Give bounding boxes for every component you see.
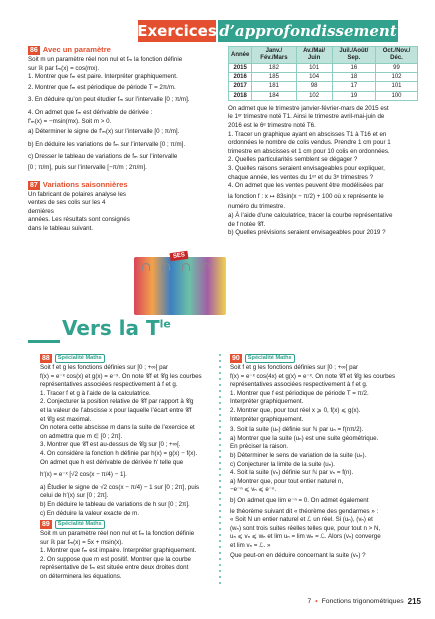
right-column <box>228 46 418 238</box>
text-line: de f notée 𝒞f. <box>228 220 266 228</box>
text-line: 3. Soit la suite (uₙ) définie sur ℕ par uₙ = f(nπ/2). <box>230 426 364 434</box>
text-line: Soit f et g les fonctions définies sur [0 ; +∞[ par <box>40 364 169 371</box>
table-row <box>229 73 418 82</box>
text-line: b) On admet que lim e⁻ⁿ = 0. On admet également <box>230 496 369 504</box>
text-line: −e⁻ⁿ ⩽ vₙ ⩽ e⁻ⁿ. <box>230 486 277 494</box>
text-line: celui de h′(x) sur [0 ; 2π]. <box>40 492 109 500</box>
text-line: a) Étudier le signe de √2 cos(x − π/4) − 1 sur [0 ; 2π], puis <box>40 483 200 491</box>
exercise-title: Variations saisonnières <box>42 179 128 189</box>
table-cell: 19 <box>332 91 375 100</box>
table-cell: 104 <box>296 73 332 82</box>
text-line: la fonction f : x ↦ 83sin(x − π/2) + 100 où x représente le <box>228 192 384 200</box>
text-line: « Soit N un entier naturel et ℒ un réel. Si (uₙ), (vₙ) et <box>230 516 373 524</box>
header-approfondissement: d’approfondissement <box>219 22 397 40</box>
text-line: 2016 est le 6ᵉ trimestre noté T6. <box>228 122 316 129</box>
bottom-left-column <box>40 354 212 582</box>
text-line: c) Dresser le tableau de variations de fₘ sur l’intervalle <box>28 153 178 161</box>
table-cell: 2016 <box>229 73 252 82</box>
text-line: chaque année, les ventes du 1ᵉʳ et du 3ᵉ trimestres ? <box>228 173 374 181</box>
table-row <box>229 64 418 73</box>
exercise-90-body <box>230 364 418 561</box>
table-cell: 98 <box>296 82 332 91</box>
page-footer <box>307 597 421 606</box>
table-cell: 184 <box>252 91 296 100</box>
table-row <box>229 82 418 91</box>
specialite-badge: Spécialité Maths <box>55 520 105 529</box>
section-title <box>62 316 171 340</box>
text-line: trimestre en abscisses et 1 cm pour 10 colis en ordonnées. <box>228 147 390 155</box>
section-title-sup: le <box>159 317 171 331</box>
exercise-90-header <box>230 354 418 363</box>
text-line: le théorème suivant dit « théorème des gendarmes » : <box>230 507 379 515</box>
exercise-number: 89 <box>42 521 50 529</box>
section-accent-line <box>28 340 60 343</box>
exercise-88-body <box>40 364 212 518</box>
table-cell: 102 <box>296 91 332 100</box>
exercise-number: 88 <box>42 355 50 362</box>
table-header-cell: Juil./Août/ Sep. <box>332 47 375 64</box>
text-line: b) En déduire les variations de fₘ sur l’intervalle [0 ; π/m]. <box>28 140 186 148</box>
text-line: représentatives associées respectivement à f et g. <box>40 381 178 389</box>
text-line: a) Montrer que, pour tout entier naturel n, <box>230 477 344 485</box>
text-line: En préciser la raison. <box>230 443 289 451</box>
table-cell: 17 <box>332 82 375 91</box>
table-cell: 185 <box>252 73 296 82</box>
text-line: et lim vₙ = ℒ. » <box>230 541 271 549</box>
exercise-number: 90 <box>232 355 240 362</box>
specialite-badge: Spécialité Maths <box>55 354 105 363</box>
section-title-text: Vers la T <box>62 316 160 340</box>
text-line: f′ₘ(x) = −msin(mx). Soit m > 0. <box>28 117 112 125</box>
text-line: 2. Montrer que fₘ est périodique de période T = 2π/m. <box>28 83 176 91</box>
text-line: 3. En déduire qu’on peut étudier fₘ sur l’intervalle [0 ; π/m]. <box>28 96 190 104</box>
text-line: Soit m un paramètre réel non nul et fₘ la fonction définie <box>28 56 183 63</box>
text-line: 3. Quelles raisons seraient envisageables pour expliquer, <box>228 164 385 172</box>
table-header-cell: Année <box>229 47 252 64</box>
exercise-number: 87 <box>30 181 38 189</box>
text-line: Un fabricant de polaires analyse les <box>28 190 127 198</box>
specialite-badge: Spécialité Maths <box>245 354 295 363</box>
hanger-icon <box>142 263 150 271</box>
table-cell: 2015 <box>229 64 252 73</box>
header-exercices: Exercices <box>137 22 217 40</box>
table-cell: 18 <box>332 73 375 82</box>
exercise-87-intro <box>28 191 132 234</box>
text-line: représentatives associées respectivement à f et g. <box>230 381 368 389</box>
table-cell: 101 <box>376 82 418 91</box>
table-header-row <box>229 47 418 64</box>
hanger-icon <box>162 263 170 271</box>
text-line: représentative de fₘ est située entre deux droites dont <box>40 564 189 572</box>
text-line: On admet que h est dérivable de dérivée h′ telle que <box>40 458 184 466</box>
text-line: et 𝒞g est maximal. <box>40 415 92 423</box>
text-line: Interpréter graphiquement. <box>230 415 304 423</box>
exercise-87-questions <box>228 105 418 238</box>
hanger-icon <box>182 263 190 271</box>
text-line: a) À l’aide d’une calculatrice, tracer la courbe représentative <box>228 211 393 219</box>
text-line: f(x) = e⁻ˣ cos(x) et g(x) = e⁻ˣ. On note 𝒞f et 𝒞g les courbes <box>40 372 202 380</box>
table-cell: 100 <box>376 91 418 100</box>
exercise-87-header <box>28 181 210 190</box>
text-line: 2. On suppose que m est positif. Montrer que la courbe <box>40 555 191 563</box>
left-column <box>28 46 210 234</box>
text-line: 1. Montrer que fₘ est impaire. Interpréter graphiquement. <box>40 547 197 555</box>
text-line: (wₙ) sont trois suites réelles telles que, pour tout n > N, <box>230 524 381 532</box>
text-line: Soit f et g les fonctions définies sur [0 ; +∞[ par <box>230 364 359 371</box>
text-line: 1. Tracer un graphique ayant en abscisses T1 à T16 et en <box>228 130 387 138</box>
table-cell: 101 <box>296 64 332 73</box>
text-line: on déterminera les équations. <box>40 573 122 581</box>
text-line: 1. Montrer que f est périodique de période T = π/2. <box>230 389 369 397</box>
text-line: On admet que le trimestre janvier-février-mars de 2015 est <box>228 104 389 112</box>
exercise-89-header <box>40 520 212 529</box>
chapter-title: Fonctions trigonométriques <box>321 598 404 605</box>
column-divider <box>218 352 222 588</box>
table-cell: 16 <box>332 64 375 73</box>
text-line: 4. On admet que les ventes peuvent être modélisées par <box>228 182 384 190</box>
text-line: a) Déterminer le signe de f′ₘ(x) sur l’intervalle [0 ; π/m]. <box>28 128 180 136</box>
table-cell: 99 <box>376 64 418 73</box>
table-cell: 182 <box>252 64 296 73</box>
text-line: 1. Montrer que fₘ est paire. Interpréter graphiquement. <box>28 73 178 81</box>
text-line: Interpréter graphiquement. <box>230 398 304 406</box>
exercise-89-body <box>40 530 212 582</box>
ses-tag: SES <box>170 251 189 261</box>
table-row <box>229 91 418 100</box>
table-cell: 2018 <box>229 91 252 100</box>
text-line: 2. Montrer que, pour tout réel x ⩾ 0, f(x) ⩽ g(x). <box>230 406 361 414</box>
exercise-title: Avec un paramètre <box>42 45 111 55</box>
text-line: 2. Conjecturer la position relative de 𝒞f par rapport à 𝒞g <box>40 398 194 406</box>
exercise-86-body <box>28 56 210 173</box>
text-line: Que peut-on en déduire concernant la suite (vₙ) ? <box>230 552 366 560</box>
table-header-cell: Oct./Nov./ Déc. <box>376 47 418 64</box>
text-line: c) En déduire la valeur exacte de m. <box>40 509 140 517</box>
page-number: 215 <box>407 597 421 606</box>
exercise-88-header <box>40 354 212 363</box>
text-line: a) Montrer que la suite (uₙ) est une suite géométrique. <box>230 434 379 442</box>
text-line: c) Conjecturer la limite de la suite (uₙ). <box>230 460 335 468</box>
text-line: années. Les résultats sont consignés <box>28 216 130 224</box>
text-line: sur ℝ par fₘ(x) = cos(mx). <box>28 64 100 72</box>
text-line: b) En déduire le tableau de variations de h sur [0 ; 2π]. <box>40 500 190 508</box>
chapter-number: 7 <box>307 598 312 605</box>
text-line: et la valeur de l’abscisse x pour laquelle l’écart entre 𝒞f <box>40 406 192 414</box>
text-line: on admettra que m ∈ [0 ; 2π]. <box>40 432 123 440</box>
text-line: sur ℝ par fₘ(x) = 5x + msin(x). <box>40 538 124 546</box>
text-line: dans le tableau suivant. <box>28 224 94 232</box>
text-line: Soit m un paramètre réel non nul et fₘ la fonction définie <box>40 530 195 538</box>
table-header-cell: Av./Mai/ Juin <box>296 47 332 64</box>
table-header-cell: Janv./ Fév./Mars <box>252 47 296 64</box>
exercise-number: 86 <box>30 47 38 54</box>
text-line: [0 ; π/m], puis sur l’intervalle [−π/m ; 2π/m]. <box>28 163 147 171</box>
text-line: f(x) = e⁻ˣ cos(4x) et g(x) = e⁻ˣ. On note 𝒞f et 𝒞g les courbes <box>230 372 396 380</box>
text-line: le 1ᵉʳ trimestre noté T1. Ainsi le trimestre avril-mai-juin de <box>228 113 385 121</box>
table-cell: 2017 <box>229 82 252 91</box>
text-line: ordonnées le nombre de colis vendus. Prendre 1 cm pour 1 <box>228 139 391 147</box>
text-line: 3. Montrer que 𝒞f est au-dessus de 𝒞g sur [0 ; +∞[. <box>40 441 181 449</box>
text-line: b) Déterminer le sens de variation de la suite (uₙ). <box>230 451 367 459</box>
text-line: 1. Tracer f et g à l’aide de la calculatrice. <box>40 389 151 397</box>
hanger-icon <box>202 263 210 271</box>
table-cell: 181 <box>252 82 296 91</box>
text-line: 2. Quelles particularités semblent se dégager ? <box>228 156 358 164</box>
sweaters-photo <box>134 257 226 315</box>
formula-line: h′(x) = e⁻ˣ [√2 cos(x − π/4) − 1]. <box>40 471 127 479</box>
text-line: b) Quelles prévisions seraient envisageables pour 2019 ? <box>228 229 386 237</box>
exercise-86-header <box>28 46 210 55</box>
table-cell: 102 <box>376 73 418 82</box>
text-line: 4. On admet que fₘ est dérivable de dérivée : <box>28 108 153 116</box>
text-line: 4. On considère la fonction h définie par h(x) = g(x) − f(x). <box>40 449 198 457</box>
text-line: On notera cette abscisse m dans la suite de l’exercice et <box>40 424 195 432</box>
text-line: ventes de ses colis sur les 4 dernières <box>28 199 106 215</box>
bullet-icon: • <box>315 598 318 605</box>
text-line: uₙ ⩽ vₙ ⩽ wₙ et lim uₙ = lim wₙ = ℒ. Alors (vₙ) converge <box>230 533 381 541</box>
text-line: numéro du trimestre. <box>228 203 286 211</box>
bottom-right-column <box>230 354 418 561</box>
sales-table <box>228 46 418 101</box>
text-line: 4. Soit la suite (vₙ) définie sur ℕ par vₙ = f(n). <box>230 469 354 477</box>
